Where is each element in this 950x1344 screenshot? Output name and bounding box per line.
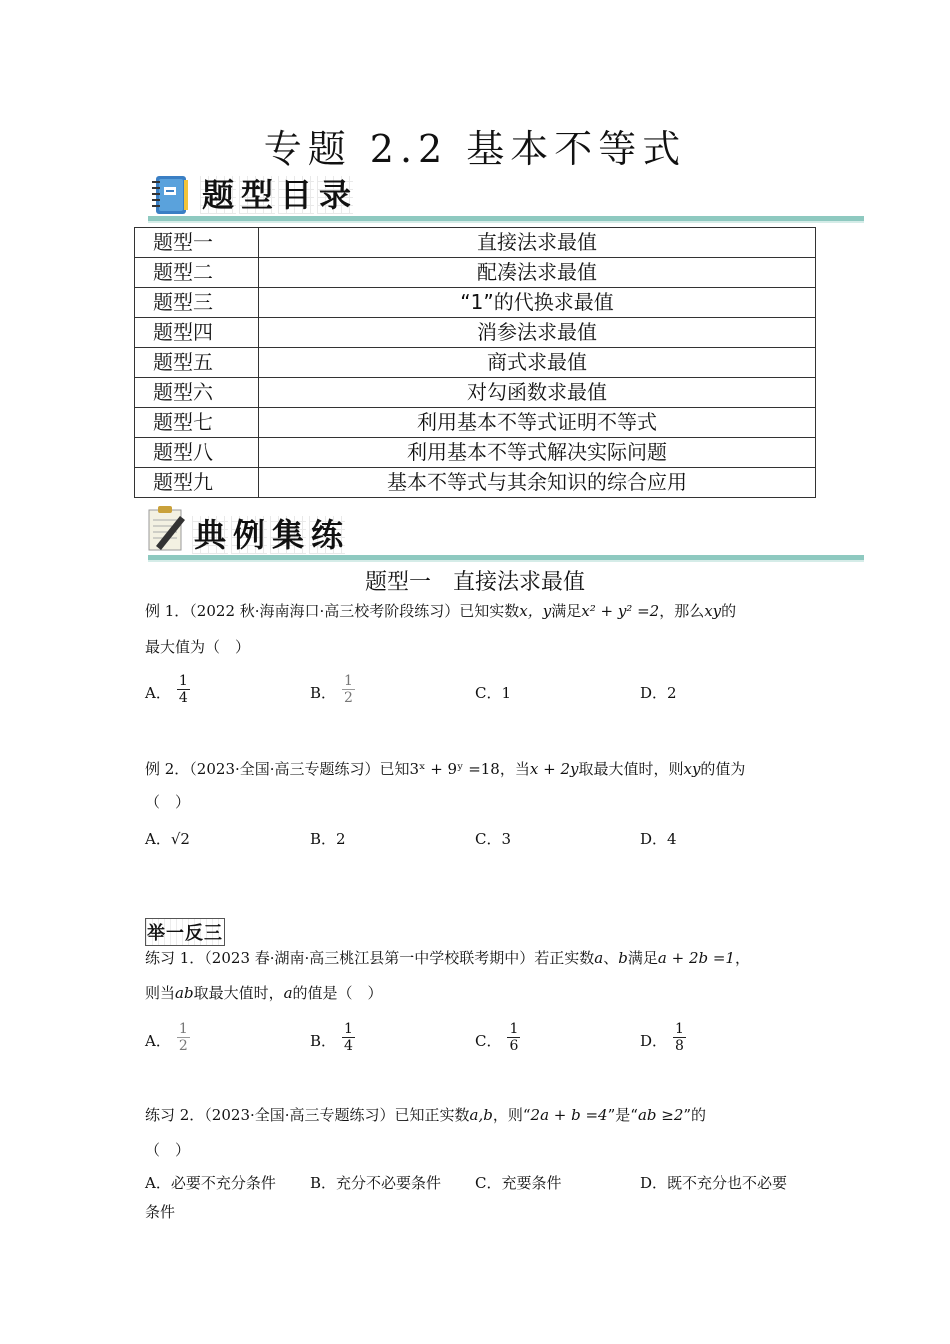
notepad-pen-icon: [146, 504, 188, 552]
table-row: [135, 228, 816, 258]
option-text: 4: [667, 830, 677, 848]
math-expr: ab ≥2: [637, 1106, 684, 1124]
table-row: [135, 288, 816, 318]
page-title: 专题 2.2 基本不等式: [263, 127, 687, 171]
option-a[interactable]: [145, 828, 190, 849]
section-title: 题型一 直接法求最值: [364, 570, 585, 595]
option-letter: C．: [475, 1174, 502, 1192]
option-text: 2: [336, 830, 346, 848]
banner-char: 例: [233, 516, 266, 554]
question-text: 例 1．（2022 秋·海南海口·高三校考阶段练习）已知实数: [145, 602, 520, 620]
frac-den: 4: [178, 689, 188, 706]
toc-topic: 利用基本不等式证明不等式: [259, 408, 816, 438]
question-text: 的: [721, 602, 737, 620]
question-line: （ ）: [145, 1141, 191, 1159]
table-row: [135, 468, 816, 498]
frac-num: 1: [344, 1020, 353, 1037]
question-pr2: [145, 1104, 825, 1126]
question-text: 取最大值时，则: [578, 760, 684, 778]
math-expr: 3ˣ + 9ʸ =18: [409, 760, 500, 778]
question-line: （ ）: [145, 793, 191, 811]
option-letter: B．: [310, 830, 337, 848]
frac-num: 1: [675, 1020, 684, 1037]
toc-topic: “1”的代换求最值: [259, 288, 816, 318]
catalog-banner: [192, 172, 353, 218]
table-row: [135, 258, 816, 288]
toc-label: 题型三: [135, 288, 259, 318]
question-text: 的值为: [700, 760, 746, 778]
option-letter: C．: [475, 830, 502, 848]
frac-num: 1: [178, 1020, 188, 1037]
option-c[interactable]: [475, 682, 511, 703]
banner-char: 练: [311, 516, 344, 554]
toc-label: 题型七: [135, 408, 259, 438]
math-expr: 2a + b =4: [530, 1106, 608, 1124]
option-letter: D．: [640, 1032, 668, 1050]
math-var: b: [618, 949, 628, 967]
toc-topic: 直接法求最值: [259, 228, 816, 258]
option-b[interactable]: [310, 672, 355, 706]
question-text: ”是“: [607, 1106, 638, 1124]
frac-num: 1: [178, 672, 188, 689]
option-letter: A．: [145, 684, 171, 702]
banner-char: 型: [241, 176, 274, 214]
toc-topic: 商式求最值: [259, 348, 816, 378]
table-row: [135, 348, 816, 378]
options-ex1: [145, 672, 825, 712]
options-pr1: [145, 1018, 825, 1062]
math-vars: x，y: [519, 602, 552, 620]
option-letter: B．: [310, 1032, 337, 1050]
table-row: [135, 378, 816, 408]
frac-num: 1: [509, 1020, 519, 1037]
option-letter: D．: [640, 830, 668, 848]
option-a[interactable]: [145, 1172, 276, 1193]
option-letter: A．: [145, 1174, 171, 1192]
question-text: ，那么: [659, 602, 705, 620]
question-text: 满足: [627, 949, 658, 967]
option-b[interactable]: [310, 828, 346, 849]
question-text: 则当: [145, 984, 176, 1002]
divider: [148, 555, 864, 562]
option-d[interactable]: [640, 682, 677, 703]
question-ex1: [145, 600, 825, 622]
option-letter: D．: [640, 1174, 668, 1192]
option-letter: C．: [475, 1032, 502, 1050]
toc-topic: 配凑法求最值: [259, 258, 816, 288]
question-text: 、: [603, 949, 619, 967]
option-text: 3: [501, 830, 512, 848]
toc-label: 题型一: [135, 228, 259, 258]
option-text: 1: [501, 684, 512, 702]
question-text: 的值是（ ）: [292, 984, 383, 1002]
option-letter: B．: [310, 684, 337, 702]
question-text: 练习 1．（2023 春·湖南·高三桃江县第一中学校联考期中）若正实数: [145, 949, 595, 967]
question-text: 取最大值时，: [193, 984, 284, 1002]
toc-topic: 对勾函数求最值: [259, 378, 816, 408]
option-d[interactable]: [640, 828, 677, 849]
option-wrap: 条件: [145, 1203, 176, 1221]
option-c[interactable]: [475, 828, 511, 849]
math-expr: x + 2y: [529, 760, 579, 778]
question-text: ，: [734, 949, 750, 967]
options-ex2: [145, 828, 825, 852]
toc-topic: 基本不等式与其余知识的综合应用: [259, 468, 816, 498]
question-text: 练习 2．（2023·全国·高三专题练习）已知正实数: [145, 1106, 470, 1124]
practice-tag: 举一反三: [145, 918, 225, 946]
option-c[interactable]: [475, 1020, 520, 1054]
frac-den: 2: [344, 689, 353, 706]
toc-topic: 利用基本不等式解决实际问题: [259, 438, 816, 468]
question-text: ，则“: [492, 1106, 531, 1124]
option-d[interactable]: [640, 1020, 686, 1054]
option-letter: A．: [145, 830, 171, 848]
table-row: [135, 408, 816, 438]
question-text: 满足: [551, 602, 582, 620]
math-expr: xy: [704, 602, 722, 620]
toc-label: 题型六: [135, 378, 259, 408]
option-letter: A．: [145, 1032, 171, 1050]
frac-den: 8: [675, 1037, 684, 1054]
option-letter: B．: [310, 1174, 337, 1192]
question-text: ，当: [499, 760, 530, 778]
frac-num: 1: [344, 672, 353, 689]
option-b[interactable]: [310, 1172, 441, 1193]
option-text: 充分不必要条件: [336, 1174, 442, 1192]
math-var: a: [283, 984, 293, 1002]
option-text: 充要条件: [501, 1174, 562, 1192]
table-row: [135, 318, 816, 348]
question-pr1: [145, 947, 825, 969]
toc-label: 题型五: [135, 348, 259, 378]
option-letter: D．: [640, 684, 668, 702]
math-expr: x² + y² =2: [581, 602, 660, 620]
toc-label: 题型四: [135, 318, 259, 348]
option-text: 既不充分也不必要: [667, 1174, 788, 1192]
question-text: 例 2．（2023·全国·高三专题练习）已知: [145, 760, 410, 778]
table-row: [135, 438, 816, 468]
toc-table: [134, 227, 816, 498]
question-ex2: [145, 758, 825, 780]
math-expr: a + 2b =1: [657, 949, 735, 967]
banner-char: 典: [194, 516, 227, 554]
option-text: √2: [170, 830, 190, 848]
option-d[interactable]: [640, 1172, 787, 1193]
option-text: 2: [667, 684, 677, 702]
frac-den: 4: [344, 1037, 353, 1054]
math-vars: a,b: [469, 1106, 493, 1124]
banner-char: 录: [319, 176, 352, 214]
question-line: 最大值为（ ）: [145, 638, 251, 656]
frac-den: 2: [178, 1037, 188, 1054]
divider: [148, 216, 864, 223]
toc-label: 题型八: [135, 438, 259, 468]
toc-label: 题型九: [135, 468, 259, 498]
banner-char: 集: [272, 516, 305, 554]
option-text: 必要不充分条件: [170, 1174, 276, 1192]
toc-label: 题型二: [135, 258, 259, 288]
option-c[interactable]: [475, 1172, 562, 1193]
question-text: ”的: [683, 1106, 707, 1124]
option-a[interactable]: [145, 1020, 190, 1054]
banner-char: 目: [280, 176, 313, 214]
question-line: [145, 982, 825, 1004]
options-pr2: [145, 1172, 825, 1196]
examples-banner: [184, 512, 345, 558]
notebook-icon: [150, 174, 192, 216]
toc-topic: 消参法求最值: [259, 318, 816, 348]
math-expr: xy: [683, 760, 701, 778]
math-expr: ab: [175, 984, 194, 1002]
banner-char: 题: [202, 176, 235, 214]
option-letter: C．: [475, 684, 502, 702]
option-b[interactable]: [310, 1020, 355, 1054]
math-var: a: [594, 949, 604, 967]
frac-den: 6: [509, 1037, 519, 1054]
option-a[interactable]: [145, 672, 190, 706]
